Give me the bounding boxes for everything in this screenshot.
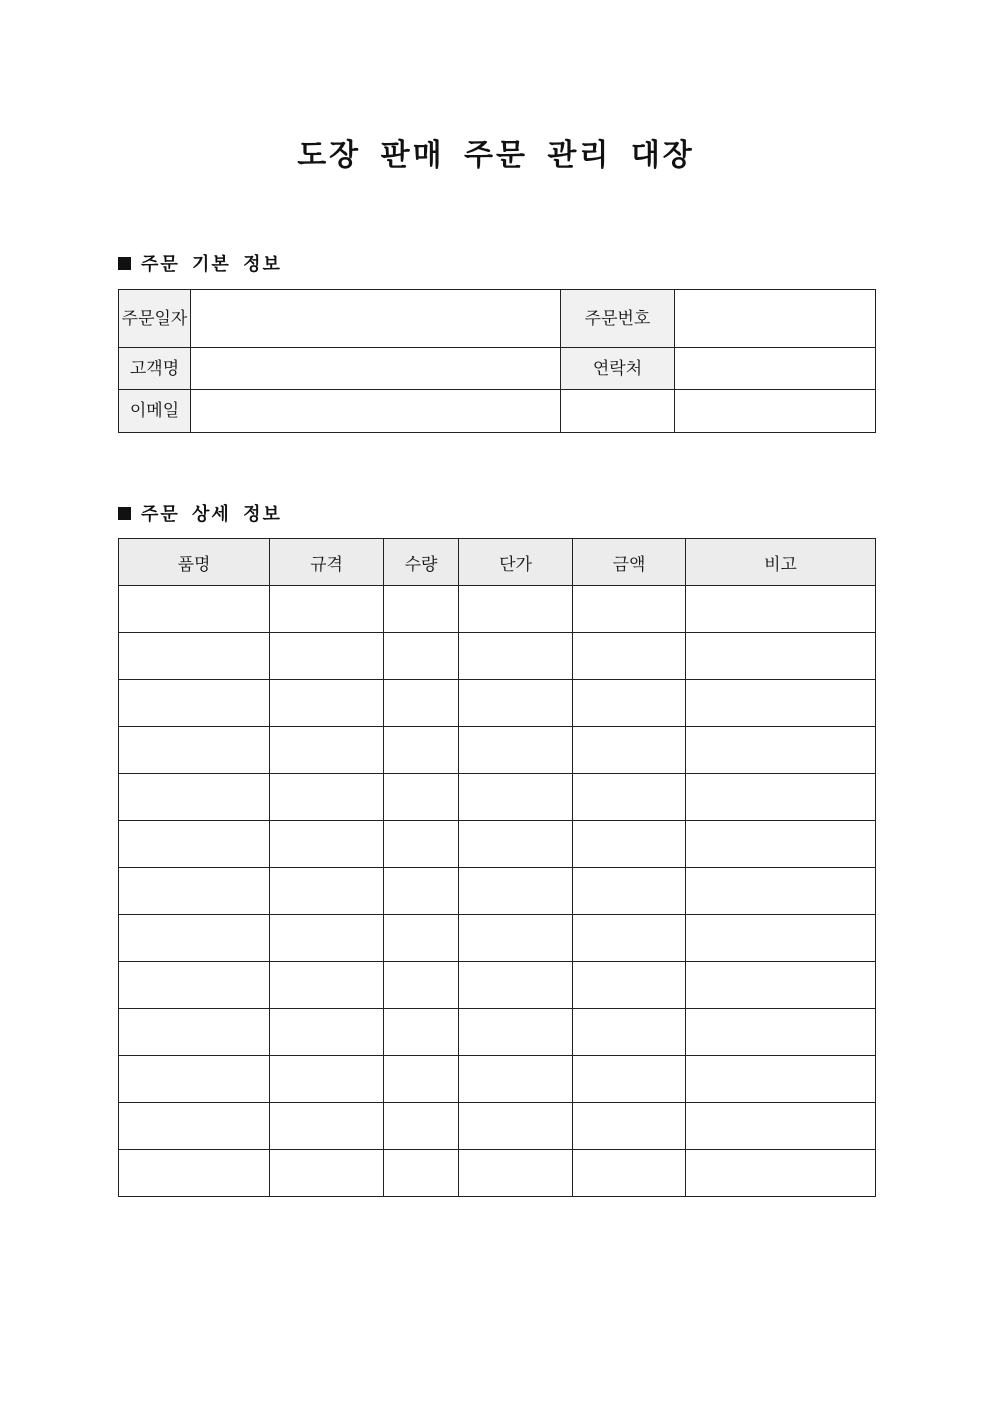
email-label: 이메일 <box>119 390 191 433</box>
cell-quantity[interactable] <box>384 915 459 962</box>
cell-spec[interactable] <box>270 1009 384 1056</box>
cell-remarks[interactable] <box>686 680 876 727</box>
column-header-item-name: 품명 <box>119 539 270 586</box>
cell-spec[interactable] <box>270 915 384 962</box>
order-number-label: 주문번호 <box>561 290 675 348</box>
cell-quantity[interactable] <box>384 774 459 821</box>
section-heading-basic-info <box>118 252 282 278</box>
cell-quantity[interactable] <box>384 821 459 868</box>
cell-unit-price[interactable] <box>459 868 573 915</box>
cell-unit-price[interactable] <box>459 727 573 774</box>
cell-amount[interactable] <box>573 774 686 821</box>
cell-unit-price[interactable] <box>459 962 573 1009</box>
table-row <box>119 727 876 774</box>
cell-unit-price[interactable] <box>459 1009 573 1056</box>
extra-label-cell[interactable] <box>561 390 675 433</box>
table-header-row <box>119 539 876 586</box>
cell-spec[interactable] <box>270 727 384 774</box>
cell-unit-price[interactable] <box>459 1103 573 1150</box>
cell-item-name[interactable] <box>119 1009 270 1056</box>
table-row <box>119 821 876 868</box>
email-field[interactable] <box>191 390 561 433</box>
cell-quantity[interactable] <box>384 868 459 915</box>
customer-name-value <box>191 368 560 369</box>
contact-value <box>675 368 875 369</box>
cell-spec[interactable] <box>270 962 384 1009</box>
customer-name-field[interactable] <box>191 348 561 390</box>
cell-item-name[interactable] <box>119 821 270 868</box>
basic-info-row <box>119 348 876 390</box>
extra-value <box>675 411 875 412</box>
cell-amount[interactable] <box>573 1103 686 1150</box>
cell-unit-price[interactable] <box>459 821 573 868</box>
cell-remarks[interactable] <box>686 586 876 633</box>
cell-item-name[interactable] <box>119 915 270 962</box>
cell-item-name[interactable] <box>119 1150 270 1197</box>
order-date-value <box>191 318 560 319</box>
table-row <box>119 1009 876 1056</box>
cell-item-name[interactable] <box>119 868 270 915</box>
cell-quantity[interactable] <box>384 727 459 774</box>
cell-item-name[interactable] <box>119 680 270 727</box>
cell-amount[interactable] <box>573 962 686 1009</box>
column-header-unit-price: 단가 <box>459 539 573 586</box>
cell-item-name[interactable] <box>119 962 270 1009</box>
order-details-table <box>118 538 876 1197</box>
cell-quantity[interactable] <box>384 1103 459 1150</box>
table-row <box>119 1056 876 1103</box>
cell-spec[interactable] <box>270 586 384 633</box>
cell-remarks[interactable] <box>686 1150 876 1197</box>
cell-amount[interactable] <box>573 727 686 774</box>
basic-info-table <box>118 289 876 433</box>
cell-quantity[interactable] <box>384 680 459 727</box>
table-row <box>119 774 876 821</box>
cell-spec[interactable] <box>270 1150 384 1197</box>
order-number-value <box>675 318 875 319</box>
cell-remarks[interactable] <box>686 1009 876 1056</box>
cell-amount[interactable] <box>573 1056 686 1103</box>
cell-remarks[interactable] <box>686 868 876 915</box>
column-header-remarks: 비고 <box>686 539 876 586</box>
order-number-field[interactable] <box>675 290 876 348</box>
cell-remarks[interactable] <box>686 821 876 868</box>
cell-remarks[interactable] <box>686 774 876 821</box>
customer-name-label: 고객명 <box>119 348 191 390</box>
column-header-quantity: 수량 <box>384 539 459 586</box>
cell-item-name[interactable] <box>119 1103 270 1150</box>
cell-amount[interactable] <box>573 1150 686 1197</box>
cell-unit-price[interactable] <box>459 915 573 962</box>
contact-label: 연락처 <box>561 348 675 390</box>
cell-unit-price[interactable] <box>459 1150 573 1197</box>
column-header-spec: 규격 <box>270 539 384 586</box>
cell-spec[interactable] <box>270 774 384 821</box>
cell-amount[interactable] <box>573 821 686 868</box>
cell-remarks[interactable] <box>686 915 876 962</box>
cell-quantity[interactable] <box>384 1150 459 1197</box>
cell-spec[interactable] <box>270 1103 384 1150</box>
cell-spec[interactable] <box>270 633 384 680</box>
cell-remarks[interactable] <box>686 1103 876 1150</box>
basic-info-row <box>119 290 876 348</box>
order-date-label: 주문일자 <box>119 290 191 348</box>
black-square-icon <box>118 257 131 270</box>
order-date-field[interactable] <box>191 290 561 348</box>
cell-item-name[interactable] <box>119 633 270 680</box>
cell-quantity[interactable] <box>384 586 459 633</box>
table-row <box>119 868 876 915</box>
cell-amount[interactable] <box>573 868 686 915</box>
cell-unit-price[interactable] <box>459 1056 573 1103</box>
table-row <box>119 962 876 1009</box>
section-heading-order-details <box>118 502 282 528</box>
cell-quantity[interactable] <box>384 1056 459 1103</box>
section-heading-label: 주문 기본 정보 <box>141 254 282 275</box>
cell-unit-price[interactable] <box>459 774 573 821</box>
contact-field[interactable] <box>675 348 876 390</box>
email-value <box>191 411 560 412</box>
cell-quantity[interactable] <box>384 1009 459 1056</box>
cell-amount[interactable] <box>573 586 686 633</box>
cell-quantity[interactable] <box>384 633 459 680</box>
table-row <box>119 680 876 727</box>
cell-item-name[interactable] <box>119 586 270 633</box>
cell-spec[interactable] <box>270 680 384 727</box>
cell-amount[interactable] <box>573 633 686 680</box>
cell-spec[interactable] <box>270 1056 384 1103</box>
cell-item-name[interactable] <box>119 774 270 821</box>
black-square-icon <box>118 507 131 520</box>
extra-field[interactable] <box>675 390 876 433</box>
cell-amount[interactable] <box>573 1009 686 1056</box>
cell-remarks[interactable] <box>686 962 876 1009</box>
cell-spec[interactable] <box>270 868 384 915</box>
cell-item-name[interactable] <box>119 1056 270 1103</box>
cell-item-name[interactable] <box>119 727 270 774</box>
cell-unit-price[interactable] <box>459 586 573 633</box>
extra-label <box>561 411 674 412</box>
basic-info-row <box>119 390 876 433</box>
cell-remarks[interactable] <box>686 1056 876 1103</box>
table-row <box>119 1103 876 1150</box>
cell-spec[interactable] <box>270 821 384 868</box>
cell-unit-price[interactable] <box>459 680 573 727</box>
cell-amount[interactable] <box>573 915 686 962</box>
table-row <box>119 633 876 680</box>
cell-remarks[interactable] <box>686 727 876 774</box>
cell-remarks[interactable] <box>686 633 876 680</box>
cell-amount[interactable] <box>573 680 686 727</box>
table-row <box>119 1150 876 1197</box>
page-title: 도장 판매 주문 관리 대장 <box>297 138 695 173</box>
table-row <box>119 586 876 633</box>
cell-quantity[interactable] <box>384 962 459 1009</box>
column-header-amount: 금액 <box>573 539 686 586</box>
section-heading-label: 주문 상세 정보 <box>141 504 282 525</box>
table-row <box>119 915 876 962</box>
cell-unit-price[interactable] <box>459 633 573 680</box>
